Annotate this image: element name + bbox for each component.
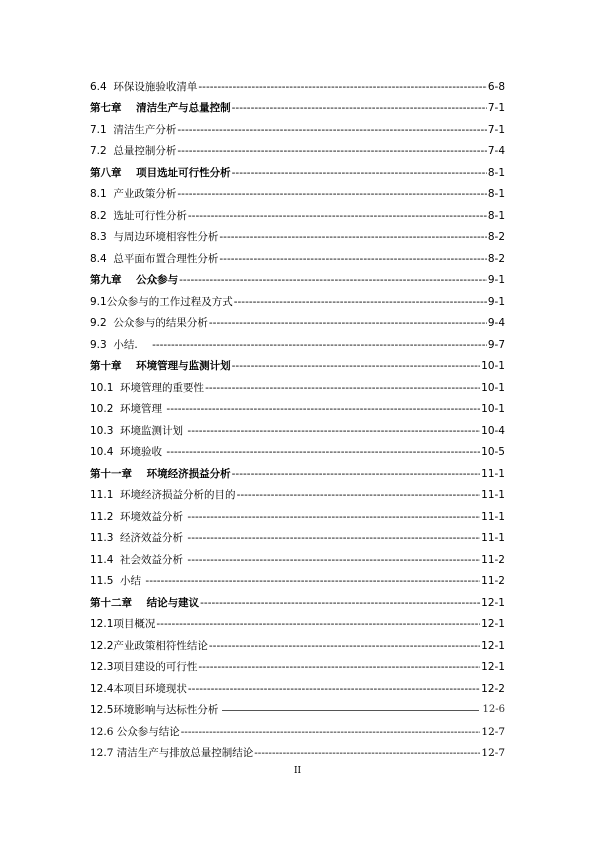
toc-dot-leader — [254, 746, 480, 760]
toc-entry-page-number: 12-1 — [481, 596, 505, 609]
toc-entry-title: 12.7 清洁生产与排放总量控制结论 — [90, 747, 254, 759]
toc-entry-page-number: 12-2 — [481, 682, 505, 695]
toc-entry-page-number: 12-1 — [481, 618, 505, 630]
toc-section-entry[interactable] — [90, 330, 505, 352]
toc-entry-title: 11.3 经济效益分析 — [90, 532, 187, 544]
toc-entry-page-number: 8-1 — [487, 188, 505, 200]
toc-chapter-entry[interactable] — [90, 158, 505, 180]
table-of-contents — [90, 72, 505, 760]
toc-section-entry[interactable] — [90, 395, 505, 417]
toc-entry-page-number: 8-2 — [487, 231, 505, 243]
toc-entry-page-number: 11-2 — [481, 553, 505, 566]
toc-section-entry[interactable] — [90, 717, 505, 739]
toc-entry-title: 9.2 公众参与的结果分析 — [90, 317, 208, 329]
toc-entry-page-number: 12-1 — [481, 661, 505, 673]
toc-dot-leader — [187, 424, 480, 438]
toc-dot-leader — [181, 725, 481, 739]
toc-chapter-entry[interactable] — [90, 588, 505, 610]
toc-dot-leader — [198, 80, 486, 94]
toc-entry-title: 8.2 选址可行性分析 — [90, 209, 187, 222]
toc-entry-page-number: 11-1 — [481, 489, 505, 501]
toc-entry-title: 12.3项目建设的可行性 — [90, 661, 198, 673]
toc-entry-title: 7.1 清洁生产分析 — [90, 123, 177, 136]
toc-dot-leader — [187, 531, 480, 545]
toc-entry-title: 9.1公众参与的工作过程及方式 — [90, 295, 233, 308]
toc-section-entry[interactable] — [90, 481, 505, 503]
toc-section-entry[interactable] — [90, 201, 505, 223]
toc-chapter-entry[interactable] — [90, 352, 505, 374]
toc-entry-title: 12.2产业政策相符性结论 — [90, 639, 208, 652]
toc-dot-leader — [222, 710, 478, 711]
toc-dot-leader — [145, 574, 480, 588]
toc-entry-title: 第九章 公众参与 — [90, 274, 179, 286]
toc-section-entry[interactable] — [90, 244, 505, 266]
toc-section-entry[interactable] — [90, 373, 505, 395]
toc-entry-page-number: 8-1 — [487, 166, 505, 179]
toc-entry-title: 第十一章 环境经济损益分析 — [90, 467, 231, 480]
toc-dot-leader — [187, 510, 480, 524]
toc-dot-leader — [187, 553, 480, 567]
toc-entry-title: 11.2 环境效益分析 — [90, 510, 187, 523]
toc-entry-title: 10.2 环境管理 — [90, 403, 166, 415]
toc-entry-title: 11.5 小结 — [90, 575, 145, 587]
toc-dot-leader — [166, 445, 480, 459]
toc-entry-title: 6.4 环保设施验收清单 — [90, 80, 198, 93]
toc-entry-page-number: 9-7 — [487, 338, 505, 351]
toc-section-entry[interactable] — [90, 180, 505, 202]
toc-entry-title: 10.4 环境验收 — [90, 446, 166, 458]
toc-entry-title: 11.1 环境经济损益分析的目的 — [90, 489, 236, 501]
toc-dot-leader — [179, 273, 487, 287]
toc-dot-leader — [156, 617, 480, 631]
toc-entry-title: 10.3 环境监测计划 — [90, 424, 187, 437]
toc-chapter-entry[interactable] — [90, 94, 505, 116]
toc-entry-page-number: 7-4 — [487, 145, 505, 157]
toc-entry-page-number: 11-1 — [481, 510, 505, 523]
toc-dot-leader — [188, 209, 487, 223]
toc-section-entry[interactable] — [90, 545, 505, 567]
toc-dot-leader — [198, 660, 480, 674]
toc-section-entry[interactable] — [90, 416, 505, 438]
toc-entry-page-number: 10-1 — [481, 381, 505, 394]
toc-section-entry[interactable] — [90, 631, 505, 653]
toc-dot-leader — [177, 187, 486, 201]
toc-section-entry[interactable] — [90, 438, 505, 460]
toc-dot-leader — [209, 316, 487, 330]
toc-chapter-entry[interactable] — [90, 459, 505, 481]
toc-dot-leader — [205, 381, 480, 395]
toc-section-entry[interactable] — [90, 696, 505, 718]
toc-chapter-entry[interactable] — [90, 266, 505, 288]
toc-entry-page-number: 12-6 — [482, 704, 505, 715]
toc-entry-title: 10.1 环境管理的重要性 — [90, 381, 205, 394]
toc-entry-title: 9.3 小结. — [90, 338, 152, 351]
toc-section-entry[interactable] — [90, 309, 505, 331]
toc-entry-page-number: 7-1 — [487, 102, 505, 114]
toc-entry-page-number: 10-4 — [481, 424, 505, 437]
toc-entry-title: 8.4 总平面布置合理性分析 — [90, 252, 219, 265]
toc-dot-leader — [237, 488, 481, 502]
toc-dot-leader — [232, 101, 487, 115]
toc-section-entry[interactable] — [90, 502, 505, 524]
toc-dot-leader — [166, 402, 480, 416]
toc-dot-leader — [219, 230, 486, 244]
toc-dot-leader — [232, 359, 481, 373]
toc-section-entry[interactable] — [90, 524, 505, 546]
toc-entry-page-number: 9-1 — [487, 274, 505, 286]
toc-entry-page-number: 12-7 — [481, 747, 505, 759]
toc-entry-page-number: 7-1 — [487, 123, 505, 136]
toc-section-entry[interactable] — [90, 567, 505, 589]
toc-section-entry[interactable] — [90, 115, 505, 137]
toc-entry-page-number: 11-2 — [481, 575, 505, 587]
toc-section-entry[interactable] — [90, 223, 505, 245]
toc-entry-title: 第七章 清洁生产与总量控制 — [90, 102, 231, 114]
toc-entry-title: 第十章 环境管理与监测计划 — [90, 360, 231, 372]
toc-dot-leader — [200, 596, 480, 610]
page-number: II — [293, 766, 302, 776]
toc-section-entry[interactable] — [90, 610, 505, 632]
toc-entry-page-number: 11-1 — [481, 532, 505, 544]
toc-entry-page-number: 10-5 — [481, 446, 505, 458]
toc-entry-title: 8.3 与周边环境相容性分析 — [90, 231, 219, 243]
toc-dot-leader — [152, 338, 487, 352]
toc-entry-page-number: 8-1 — [487, 209, 505, 222]
toc-section-entry[interactable] — [90, 72, 505, 94]
toc-entry-page-number: 12-1 — [481, 639, 505, 652]
toc-dot-leader — [209, 639, 480, 653]
toc-section-entry[interactable] — [90, 137, 505, 159]
toc-section-entry[interactable] — [90, 739, 505, 761]
toc-entry-title: 12.4本项目环境现状 — [90, 682, 187, 695]
toc-dot-leader — [177, 123, 486, 137]
toc-entry-page-number: 9-4 — [487, 317, 505, 329]
toc-entry-title: 12.6 公众参与结论 — [90, 725, 180, 738]
toc-entry-title: 12.1项目概况 — [90, 618, 156, 630]
toc-entry-page-number: 12-7 — [481, 725, 505, 738]
toc-section-entry[interactable] — [90, 653, 505, 675]
toc-entry-page-number: 10-1 — [481, 360, 505, 372]
toc-entry-page-number: 6-8 — [487, 80, 505, 93]
toc-entry-page-number: 8-2 — [487, 252, 505, 265]
toc-dot-leader — [232, 166, 487, 180]
toc-entry-page-number: 9-1 — [487, 295, 505, 308]
toc-dot-leader — [232, 467, 481, 481]
toc-dot-leader — [177, 144, 486, 158]
toc-entry-title: 11.4 社会效益分析 — [90, 553, 187, 566]
toc-section-entry[interactable] — [90, 287, 505, 309]
toc-entry-page-number: 10-1 — [481, 403, 505, 415]
toc-entry-page-number: 11-1 — [481, 467, 505, 480]
toc-dot-leader — [219, 252, 486, 266]
toc-entry-title: 8.1 产业政策分析 — [90, 188, 177, 200]
toc-entry-title: 7.2 总量控制分析 — [90, 145, 177, 157]
toc-entry-title: 第十二章 结论与建议 — [90, 596, 200, 609]
toc-section-entry[interactable] — [90, 674, 505, 696]
toc-dot-leader — [234, 295, 487, 309]
toc-entry-title: 第八章 项目选址可行性分析 — [90, 166, 231, 179]
toc-dot-leader — [188, 682, 480, 696]
toc-entry-title: 12.5环境影响与达标性分析 — [90, 704, 219, 716]
